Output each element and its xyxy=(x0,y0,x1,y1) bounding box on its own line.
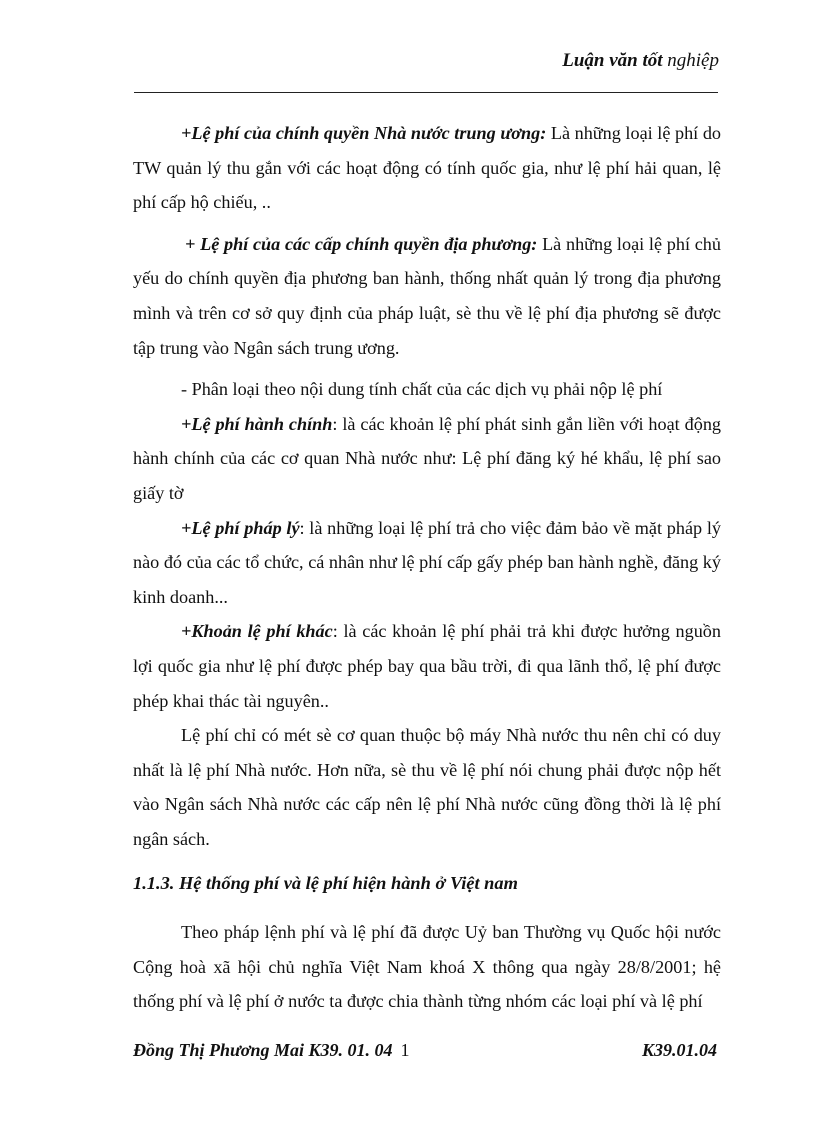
header-rule xyxy=(134,92,718,93)
term-other-fees: +Khoản lệ phí khác xyxy=(181,621,333,642)
paragraph-classification: - Phân loại theo nội dung tính chất của các dịch vụ phải nộp lệ phí xyxy=(181,379,663,400)
text-local-fees: Là những loại lệ phí chủ yếu do chính quyền địa phương ban hành, thống nhất quản lý trong địa phương mình và trên cơ sở quy định của pháp luật, sè thu về lệ phí địa phương sẽ được tập trung vào Ngân sách trung ương. xyxy=(133,233,721,358)
text-other-fees: : là các khoản lệ phí phải trả khi được hưởng nguồn lợi quốc gia như lệ phí được phép bay qua bầu trời, đi qua lãnh thổ, lệ phí được phép khai thác tài nguyên.. xyxy=(133,621,721,711)
document-body xyxy=(133,116,721,1019)
term-local-fees: + Lệ phí của các cấp chính quyền địa phương: xyxy=(185,233,538,254)
paragraph-state-fees: Lệ phí chỉ có mét sè cơ quan thuộc bộ máy Nhà nước thu nên chỉ có duy nhất là lệ phí Nhà nước. Hơn nữa, sè thu về lệ phí nói chung phải được nộp hết vào Ngân sách Nhà nước các cấp nên lệ phí Nhà nước cũng đồng thời là lệ phí ngân sách. xyxy=(133,725,721,849)
text-legal-fees: : là những loại lệ phí trả cho việc đảm bảo về mặt pháp lý nào đó của các tổ chức, cá nhân như lệ phí cấp gấy phép ban hành nghề, đăng ký kinh doanh... xyxy=(133,517,721,607)
footer-class-code: K39.01.04 xyxy=(641,1040,717,1060)
text-central-fees: Là những loại lệ phí do TW quản lý thu gắn với các hoạt động có tính quốc gia, như lệ phí hải quan, lệ phí cấp hộ chiếu, .. xyxy=(133,123,722,213)
header-title-bold: Luận văn tốt xyxy=(562,50,663,71)
term-legal-fees: +Lệ phí pháp lý xyxy=(181,517,300,538)
term-central-fees: +Lệ phí của chính quyền Nhà nước trung ương: xyxy=(181,123,547,143)
paragraph-legal-fees xyxy=(133,511,721,615)
paragraph-ordinance: Theo pháp lệnh phí và lệ phí đã được Uỷ ban Thường vụ Quốc hội nước Cộng hoà xã hội chủ nghĩa Việt Nam khoá X thông qua ngày 28/8/2001; hệ thống phí và lệ phí ở nước ta được chia thành từng nhóm các loại phí và lệ phí xyxy=(133,922,721,1012)
paragraph-admin-fees xyxy=(133,407,721,511)
footer-author: Đồng Thị Phương Mai K39. 01. 04 xyxy=(133,1040,393,1060)
header-title-light: nghiệp xyxy=(662,50,719,71)
paragraph-local-fees xyxy=(133,227,721,365)
paragraph-central-fees xyxy=(133,116,721,220)
page-header xyxy=(562,50,719,72)
section-heading: 1.1.3. Hệ thống phí và lệ phí hiện hành ở Việt nam xyxy=(133,873,518,894)
paragraph-other-fees xyxy=(133,614,721,718)
term-admin-fees: +Lệ phí hành chính xyxy=(181,413,333,434)
footer-left xyxy=(133,1040,410,1061)
page-number: 1 xyxy=(400,1040,410,1060)
text-admin-fees: : là các khoản lệ phí phát sinh gắn liền với hoạt động hành chính của các cơ quan Nhà nước như: Lệ phí đăng ký hé khẩu, lệ phí sao giấy tờ xyxy=(133,413,722,503)
